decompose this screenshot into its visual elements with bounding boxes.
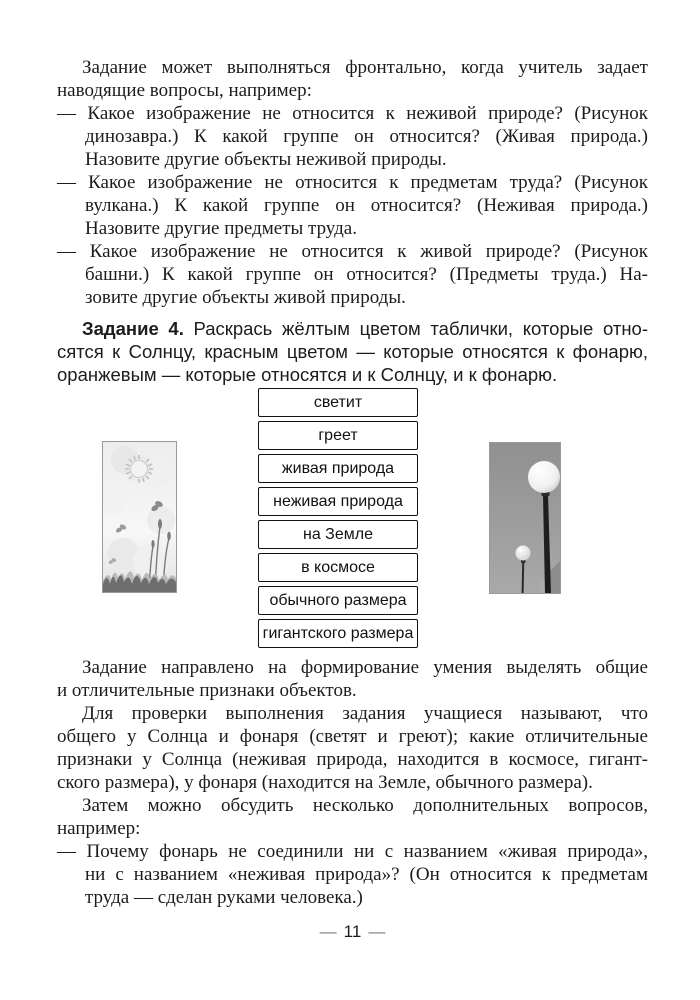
label-box-greet <box>258 421 418 450</box>
text-line: признаки у Солнца (неживая природа, находится в космосе, гигант- <box>57 749 648 770</box>
text-line: Задание может выполняться фронтально, когда учитель задает <box>82 57 648 78</box>
intro-paragraph <box>57 56 648 102</box>
text-line: динозавра.) К какой группе он относится? (Живая природа.) <box>85 126 648 147</box>
label-box-na-zemle <box>258 520 418 549</box>
bullet-line: — Какое изображение не относится к предметам труда? (Рисунок <box>57 172 648 193</box>
text-line: например: <box>57 818 141 839</box>
bullet-line: — Какое изображение не относится к живой природе? (Рисунок <box>57 241 648 262</box>
text-line: сятся к Солнцу, красным цветом — которые относятся к фонарю, <box>57 341 648 362</box>
text-line: Назовите другие объекты неживой природы. <box>85 149 447 170</box>
label-box-svetit <box>258 388 418 417</box>
box-label: гигантского размера <box>262 624 414 642</box>
street-lamp-photo <box>489 442 561 594</box>
task-4-paragraph <box>57 317 648 386</box>
box-label: греет <box>318 426 358 444</box>
label-box-column <box>258 388 418 648</box>
text-line: общего у Солнца и фонаря (светят и греют); какие отличительные <box>57 726 648 747</box>
text-line: труда — сделан руками человека.) <box>85 887 363 908</box>
bullet-line: — Почему фонарь не соединили ни с названием «живая природа», <box>57 841 648 862</box>
task-number-label: Задание 4. <box>82 318 184 339</box>
page-number: 11 <box>343 922 362 941</box>
commentary <box>57 656 648 909</box>
label-box-nezhivaya-priroda <box>258 487 418 516</box>
box-label: на Земле <box>303 525 373 543</box>
text-line: ского размера), у фонаря (находится на Земле, обычного размера). <box>57 772 593 793</box>
sun-sky-drawing <box>103 442 176 592</box>
text-line: Для проверки выполнения задания учащиеся называют, что <box>82 703 648 724</box>
text-line: ни с названием «неживая природа»? (Он относится к предметам <box>85 864 648 885</box>
box-label: живая природа <box>281 459 395 477</box>
bullet-line: — Какое изображение не относится к неживой природе? (Рисунок <box>57 103 648 124</box>
text-line: вулкана.) К какой группе он относится? (Неживая природа.) <box>85 195 648 216</box>
label-box-v-kosmose <box>258 553 418 582</box>
box-label: светит <box>313 393 363 411</box>
text-line: наводящие вопросы, например: <box>57 80 312 101</box>
lamp-photo-drawing <box>490 443 560 593</box>
text-line: зовите другие объекты живой природы. <box>85 287 406 308</box>
footer-dash-left: — <box>319 922 337 941</box>
label-box-zhivaya-priroda <box>258 454 418 483</box>
text-line: башни.) К какой группе он относится? (Предметы труда.) На- <box>85 264 648 285</box>
sun-icon <box>125 455 153 483</box>
label-box-gigantskogo-razmera <box>258 619 418 648</box>
question-list <box>57 102 648 309</box>
box-label: в космосе <box>301 558 375 576</box>
text-line: и отличительные признаки объектов. <box>57 680 357 701</box>
text-line: оранжевым — которые относятся и к Солнцу, и к фонарю. <box>57 364 558 385</box>
text-line <box>57 317 648 340</box>
box-label: обычного размера <box>269 591 407 609</box>
page-footer <box>57 922 648 942</box>
sun-illustration-image <box>102 441 177 593</box>
label-box-obychnogo-razmera <box>258 586 418 615</box>
text-line: Назовите другие предметы труда. <box>85 218 357 239</box>
task-figure <box>57 388 648 648</box>
text-line: Задание направлено на формирование умения выделять общие <box>82 657 648 678</box>
box-label: неживая природа <box>273 492 403 510</box>
text-line: Затем можно обсудить несколько дополнительных вопросов, <box>82 795 648 816</box>
footer-dash-right: — <box>368 922 386 941</box>
task-text: Раскрась жёлтым цветом таблички, которые отно- <box>183 318 648 339</box>
